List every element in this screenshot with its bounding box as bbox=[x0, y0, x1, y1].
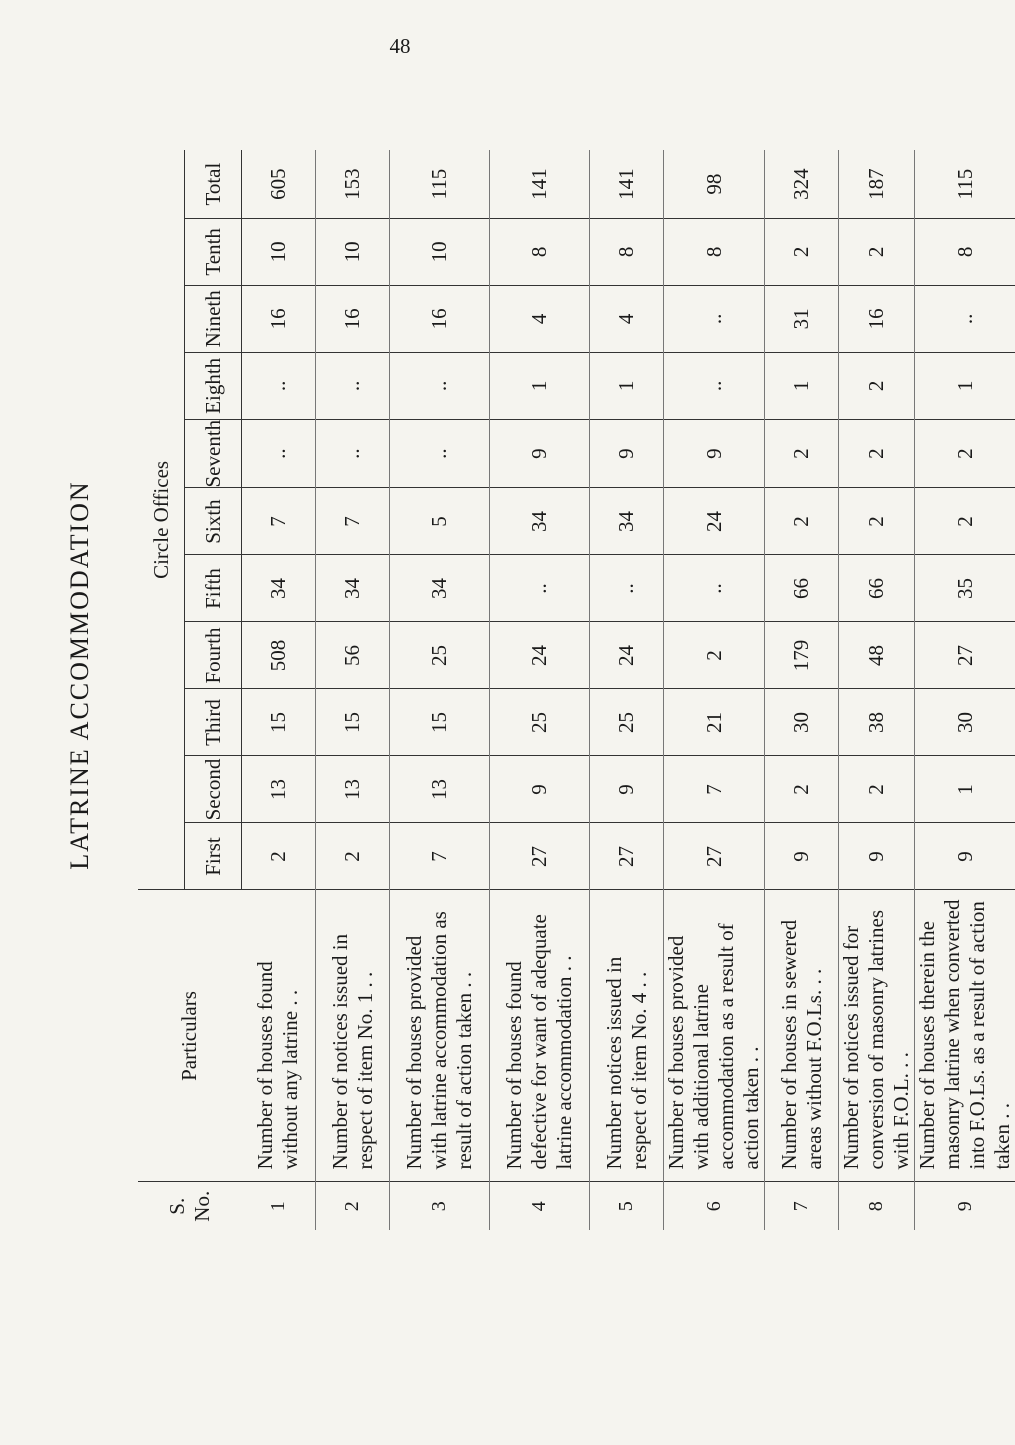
row-number: 9 bbox=[915, 1182, 1015, 1230]
cell-value: 24 bbox=[664, 488, 765, 555]
cell-value: 25 bbox=[490, 689, 590, 756]
cell-value: 9 bbox=[664, 419, 765, 488]
cell-value: .. bbox=[316, 352, 390, 419]
cell-total: 324 bbox=[765, 150, 839, 218]
cell-value: 4 bbox=[490, 285, 590, 352]
rotated-table-page bbox=[60, 120, 1014, 1230]
row-number: 7 bbox=[765, 1182, 839, 1230]
sno-header: S. No. bbox=[138, 1182, 242, 1230]
cell-value: 15 bbox=[390, 689, 490, 756]
cell-value: 2 bbox=[915, 488, 1015, 555]
cell-value: .. bbox=[316, 419, 390, 488]
row-number: 4 bbox=[490, 1182, 590, 1230]
total-column-header: Total bbox=[185, 150, 242, 218]
cell-value: 9 bbox=[839, 823, 915, 890]
row-number: 5 bbox=[590, 1182, 664, 1230]
cell-value: 38 bbox=[839, 689, 915, 756]
table-row bbox=[765, 150, 839, 1230]
row-particulars: Number of houses provided with latrine accommodation as result of action taken . . bbox=[390, 890, 490, 1182]
page-number: 48 bbox=[389, 34, 411, 58]
cell-value: 13 bbox=[242, 756, 316, 823]
cell-value: .. bbox=[242, 419, 316, 488]
table-row bbox=[490, 150, 590, 1230]
cell-value: 1 bbox=[915, 352, 1015, 419]
row-number: 6 bbox=[664, 1182, 765, 1230]
cell-value: 34 bbox=[316, 555, 390, 622]
page-title: LATRINE ACCOMMODATION bbox=[65, 480, 94, 870]
column-header: Seventh bbox=[185, 419, 242, 488]
cell-value: 2 bbox=[664, 622, 765, 689]
cell-value: 25 bbox=[590, 689, 664, 756]
cell-value: 7 bbox=[664, 756, 765, 823]
column-header: First bbox=[185, 823, 242, 890]
cell-value: .. bbox=[590, 555, 664, 622]
cell-value: 66 bbox=[765, 555, 839, 622]
cell-value: 10 bbox=[316, 218, 390, 285]
cell-value: 2 bbox=[839, 419, 915, 488]
cell-value: 7 bbox=[316, 488, 390, 555]
particulars-header: Particulars bbox=[138, 890, 242, 1182]
cell-value: 1 bbox=[590, 352, 664, 419]
row-particulars: Number of houses therein the masonry latrine when converted into F.O.Ls. as a result of action taken . . bbox=[915, 890, 1015, 1182]
table-row bbox=[316, 150, 390, 1230]
column-header: Nineth bbox=[185, 285, 242, 352]
cell-value: 56 bbox=[316, 622, 390, 689]
cell-total: 141 bbox=[590, 150, 664, 218]
cell-value: 31 bbox=[765, 285, 839, 352]
cell-value: 2 bbox=[839, 352, 915, 419]
cell-value: 13 bbox=[316, 756, 390, 823]
cell-value: 13 bbox=[390, 756, 490, 823]
cell-value: 5 bbox=[390, 488, 490, 555]
cell-value: 16 bbox=[242, 285, 316, 352]
cell-value: 9 bbox=[765, 823, 839, 890]
column-header: Second bbox=[185, 756, 242, 823]
cell-value: 9 bbox=[490, 419, 590, 488]
cell-value: 10 bbox=[242, 218, 316, 285]
cell-value: 1 bbox=[490, 352, 590, 419]
row-particulars: Number of houses found defective for want of adequate latrine accommodation . . bbox=[490, 890, 590, 1182]
column-header: Tenth bbox=[185, 218, 242, 285]
circle-offices-header: Circle Offices bbox=[138, 150, 185, 890]
row-number: 3 bbox=[390, 1182, 490, 1230]
cell-value: 9 bbox=[590, 419, 664, 488]
cell-value: 2 bbox=[839, 488, 915, 555]
cell-value: .. bbox=[664, 285, 765, 352]
cell-value: 508 bbox=[242, 622, 316, 689]
cell-value: 10 bbox=[390, 218, 490, 285]
cell-value: .. bbox=[390, 352, 490, 419]
cell-value: 1 bbox=[915, 756, 1015, 823]
cell-value: .. bbox=[664, 555, 765, 622]
cell-value: 30 bbox=[765, 689, 839, 756]
cell-value: 34 bbox=[242, 555, 316, 622]
row-number: 1 bbox=[242, 1182, 316, 1230]
cell-value: 15 bbox=[242, 689, 316, 756]
cell-value: 16 bbox=[839, 285, 915, 352]
table-row bbox=[390, 150, 490, 1230]
cell-value: 179 bbox=[765, 622, 839, 689]
cell-value: 1 bbox=[765, 352, 839, 419]
cell-value: 35 bbox=[915, 555, 1015, 622]
cell-value: 48 bbox=[839, 622, 915, 689]
cell-value: 34 bbox=[590, 488, 664, 555]
cell-value: 9 bbox=[915, 823, 1015, 890]
cell-value: 2 bbox=[839, 218, 915, 285]
row-number: 8 bbox=[839, 1182, 915, 1230]
column-header: Fifth bbox=[185, 555, 242, 622]
cell-value: 27 bbox=[590, 823, 664, 890]
cell-value: 34 bbox=[490, 488, 590, 555]
cell-value: 16 bbox=[316, 285, 390, 352]
cell-value: 7 bbox=[390, 823, 490, 890]
row-particulars: Number of houses provided with additional latrine accommodation as a result of action taken . . bbox=[664, 890, 765, 1182]
cell-value: 4 bbox=[590, 285, 664, 352]
row-particulars: Number of notices issued for conversion of masonry latrines with F.O.L. . . bbox=[839, 890, 915, 1182]
cell-value: .. bbox=[664, 352, 765, 419]
table-row bbox=[664, 150, 765, 1230]
cell-value: 66 bbox=[839, 555, 915, 622]
cell-value: 9 bbox=[490, 756, 590, 823]
row-particulars: Number of notices issued in respect of item No. 1 . . bbox=[316, 890, 390, 1182]
column-header: Eighth bbox=[185, 352, 242, 419]
cell-total: 98 bbox=[664, 150, 765, 218]
cell-total: 141 bbox=[490, 150, 590, 218]
cell-total: 187 bbox=[839, 150, 915, 218]
row-particulars: Number of houses in sewered areas without F.O.Ls. . . bbox=[765, 890, 839, 1182]
table-row bbox=[242, 150, 316, 1230]
cell-value: 2 bbox=[765, 218, 839, 285]
cell-value: .. bbox=[915, 285, 1015, 352]
row-particulars: Number notices issued in respect of item No. 4 . . bbox=[590, 890, 664, 1182]
cell-value: 27 bbox=[915, 622, 1015, 689]
cell-value: 25 bbox=[390, 622, 490, 689]
cell-value: 8 bbox=[915, 218, 1015, 285]
cell-value: 9 bbox=[590, 756, 664, 823]
column-header: Sixth bbox=[185, 488, 242, 555]
cell-value: 24 bbox=[590, 622, 664, 689]
cell-value: 2 bbox=[765, 419, 839, 488]
column-header: Fourth bbox=[185, 622, 242, 689]
cell-value: 27 bbox=[490, 823, 590, 890]
cell-value: 15 bbox=[316, 689, 390, 756]
cell-total: 115 bbox=[390, 150, 490, 218]
table-row bbox=[590, 150, 664, 1230]
table-row bbox=[839, 150, 915, 1230]
cell-value: 2 bbox=[242, 823, 316, 890]
row-number: 2 bbox=[316, 1182, 390, 1230]
cell-value: .. bbox=[242, 352, 316, 419]
cell-value: .. bbox=[390, 419, 490, 488]
cell-total: 605 bbox=[242, 150, 316, 218]
table-row bbox=[915, 150, 1015, 1230]
cell-value: 2 bbox=[839, 756, 915, 823]
cell-value: 30 bbox=[915, 689, 1015, 756]
cell-value: 7 bbox=[242, 488, 316, 555]
column-header: Third bbox=[185, 689, 242, 756]
cell-value: 2 bbox=[316, 823, 390, 890]
latrine-accommodation-table bbox=[138, 150, 1015, 1230]
cell-value: 34 bbox=[390, 555, 490, 622]
cell-value: 21 bbox=[664, 689, 765, 756]
cell-value: 2 bbox=[765, 756, 839, 823]
cell-value: 8 bbox=[490, 218, 590, 285]
cell-value: .. bbox=[490, 555, 590, 622]
cell-value: 8 bbox=[590, 218, 664, 285]
cell-value: 2 bbox=[915, 419, 1015, 488]
cell-value: 16 bbox=[390, 285, 490, 352]
cell-value: 27 bbox=[664, 823, 765, 890]
row-particulars: Number of houses found without any latrine . . bbox=[242, 890, 316, 1182]
cell-total: 115 bbox=[952, 168, 977, 200]
cell-value: 8 bbox=[664, 218, 765, 285]
cell-value: 24 bbox=[490, 622, 590, 689]
cell-total: 153 bbox=[316, 150, 390, 218]
cell-value: 2 bbox=[765, 488, 839, 555]
